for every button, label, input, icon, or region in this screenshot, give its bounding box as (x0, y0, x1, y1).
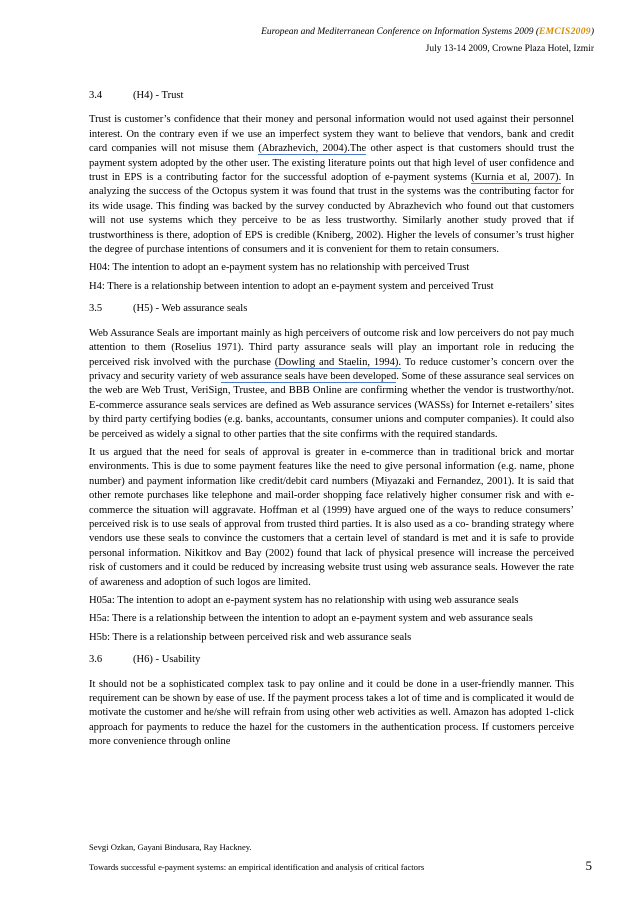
running-header-conference: European and Mediterranean Conference on Information Systems 2009 (EMCIS2009) (261, 27, 594, 37)
citation-link[interactable]: (Kurnia et al, 2007). (471, 172, 562, 184)
hypothesis-h5b: H5b: There is a relationship between perceived risk and web assurance seals (89, 631, 412, 643)
body-content (89, 89, 574, 754)
paragraph-usability: It should not be a sophisticated complex task to pay online and it could be done in a user-friendly manner. This requirement can be shown by ease of use. If the payment process takes a lot of time and is complicated it would de motivate the customer and he/she will refrain from using other web activities as well. Amazon has adopted 1-click approach for payments to reduce the hazel for the customers in the authentication process. If customers perceive more convenience through online (89, 678, 574, 748)
section-heading-web-assurance-seals: 3.5 (H5) - Web assurance seals (89, 303, 248, 315)
section-heading-usability: 3.6 (H6) - Usability (89, 654, 201, 666)
page-number: 5 (585, 858, 592, 873)
paragraph-seals-2: It us argued that the need for seals of approval is greater in e-commerce than in traditional brick and mortar environments. This is due to some payment features like the need to give personal information (e.g. name, phone number) and payment information like credit/debit card numbers (Miyazaki and Fernandez, 2001). It is said that other remote purchases like telephone and mail-order shopping face relatively higher consumer risk and with e-commerce the situation will aggravate. Hoffman et al (1999) have argued one of the ways to reduce consumers’ perceived risk is to use seals of approval from trusted third parties. It is also used as a co- branding strategy where vendors use these seals to convince the customers that a certain level of standard is met and it is safe to provide personal information. Nikitkov and Bay (2002) found that lack of physical presence will increase the perceived risk of customers and it could be reduced by increasing website trust using web assurance seals. However the rate of awareness and adoption of such logos are limited. (89, 446, 574, 588)
running-header-venue: July 13-14 2009, Crowne Plaza Hotel, Izmir (425, 44, 594, 54)
footer-paper-title: Towards successful e-payment systems: an empirical identification and analysis of critical factors (89, 862, 425, 872)
paragraph-trust: Trust is customer’s confidence that their money and personal information would not used against their personnel interest. On the contrary even if we use an imperfect system they want to believe that vendors, bank and credit card companies will not misuse them (Abrazhevich, 2004).The other aspect is that customers should trust the payment system adopted by the other user. The existing literature points out that high level of user confidence and trust in EPS is a contributing factor for the successful adoption of e-payment systems (Kurnia et al, 2007). In analyzing the success of the Octopus system it was found that trust in the systems was the contributing factor for its wide usage. This finding was backed by the survey conducted by Abrazhevich who found out that customers will not use systems which they perceive to be as less trustworthy. Similarly another study proved that if trustworthiness is there, adoption of EPS is credible (Kniberg, 2002). Higher the levels of consumer’s trust higher the degree of purchase intentions of consumers and it is convenient for them to retain consumers. (89, 114, 574, 256)
hypothesis-h4: H4: There is a relationship between intention to adopt an e-payment system and perceived Trust (89, 280, 494, 292)
hypothesis-h5a: H5a: There is a relationship between the intention to adopt an e-payment system and web assurance seals (89, 613, 533, 625)
paragraph-seals-1: Web Assurance Seals are important mainly as high perceivers of outcome risk and low perceivers do not pay much attention to them (Roselius 1971). Third party assurance seals will play an important role in reducing the perceived risk involved with the purchase (Dowling and Staelin, 1994). To reduce customer’s concern over the privacy and security variety of web assurance seals have been developed. Some of these assurance seal services on the web are Web Trust, VeriSign, Trustee, and BBB Online are confirming whether the vendor is trustworthy/not. E-commerce assurance seals services are defined as Web assurance services (WASSs) for Internet e-retailers’ sites by third party certifying bodies (e.g. banks, accountants, consumer unions and computer companies). It could also be perceived as widely a signal to other parties that the site confirms with the required standards. (89, 327, 574, 440)
section-heading-trust: 3.4 (H4) - Trust (89, 90, 184, 101)
conference-acronym: EMCIS2009 (539, 27, 591, 37)
citation-link[interactable]: web assurance seals have been developed (220, 370, 397, 382)
hypothesis-h05a: H05a: The intention to adopt an e-payment system has no relationship with using web assurance seals (89, 595, 519, 606)
citation-link[interactable]: (Abrazhevich, 2004).The (258, 143, 367, 155)
hypothesis-h04: H04: The intention to adopt an e-payment system has no relationship with perceived Trust (89, 262, 470, 274)
footer-authors: Sevgi Ozkan, Gayani Bindusara, Ray Hackney. (89, 842, 252, 852)
citation-link[interactable]: (Dowling and Staelin, 1994). (274, 356, 402, 368)
